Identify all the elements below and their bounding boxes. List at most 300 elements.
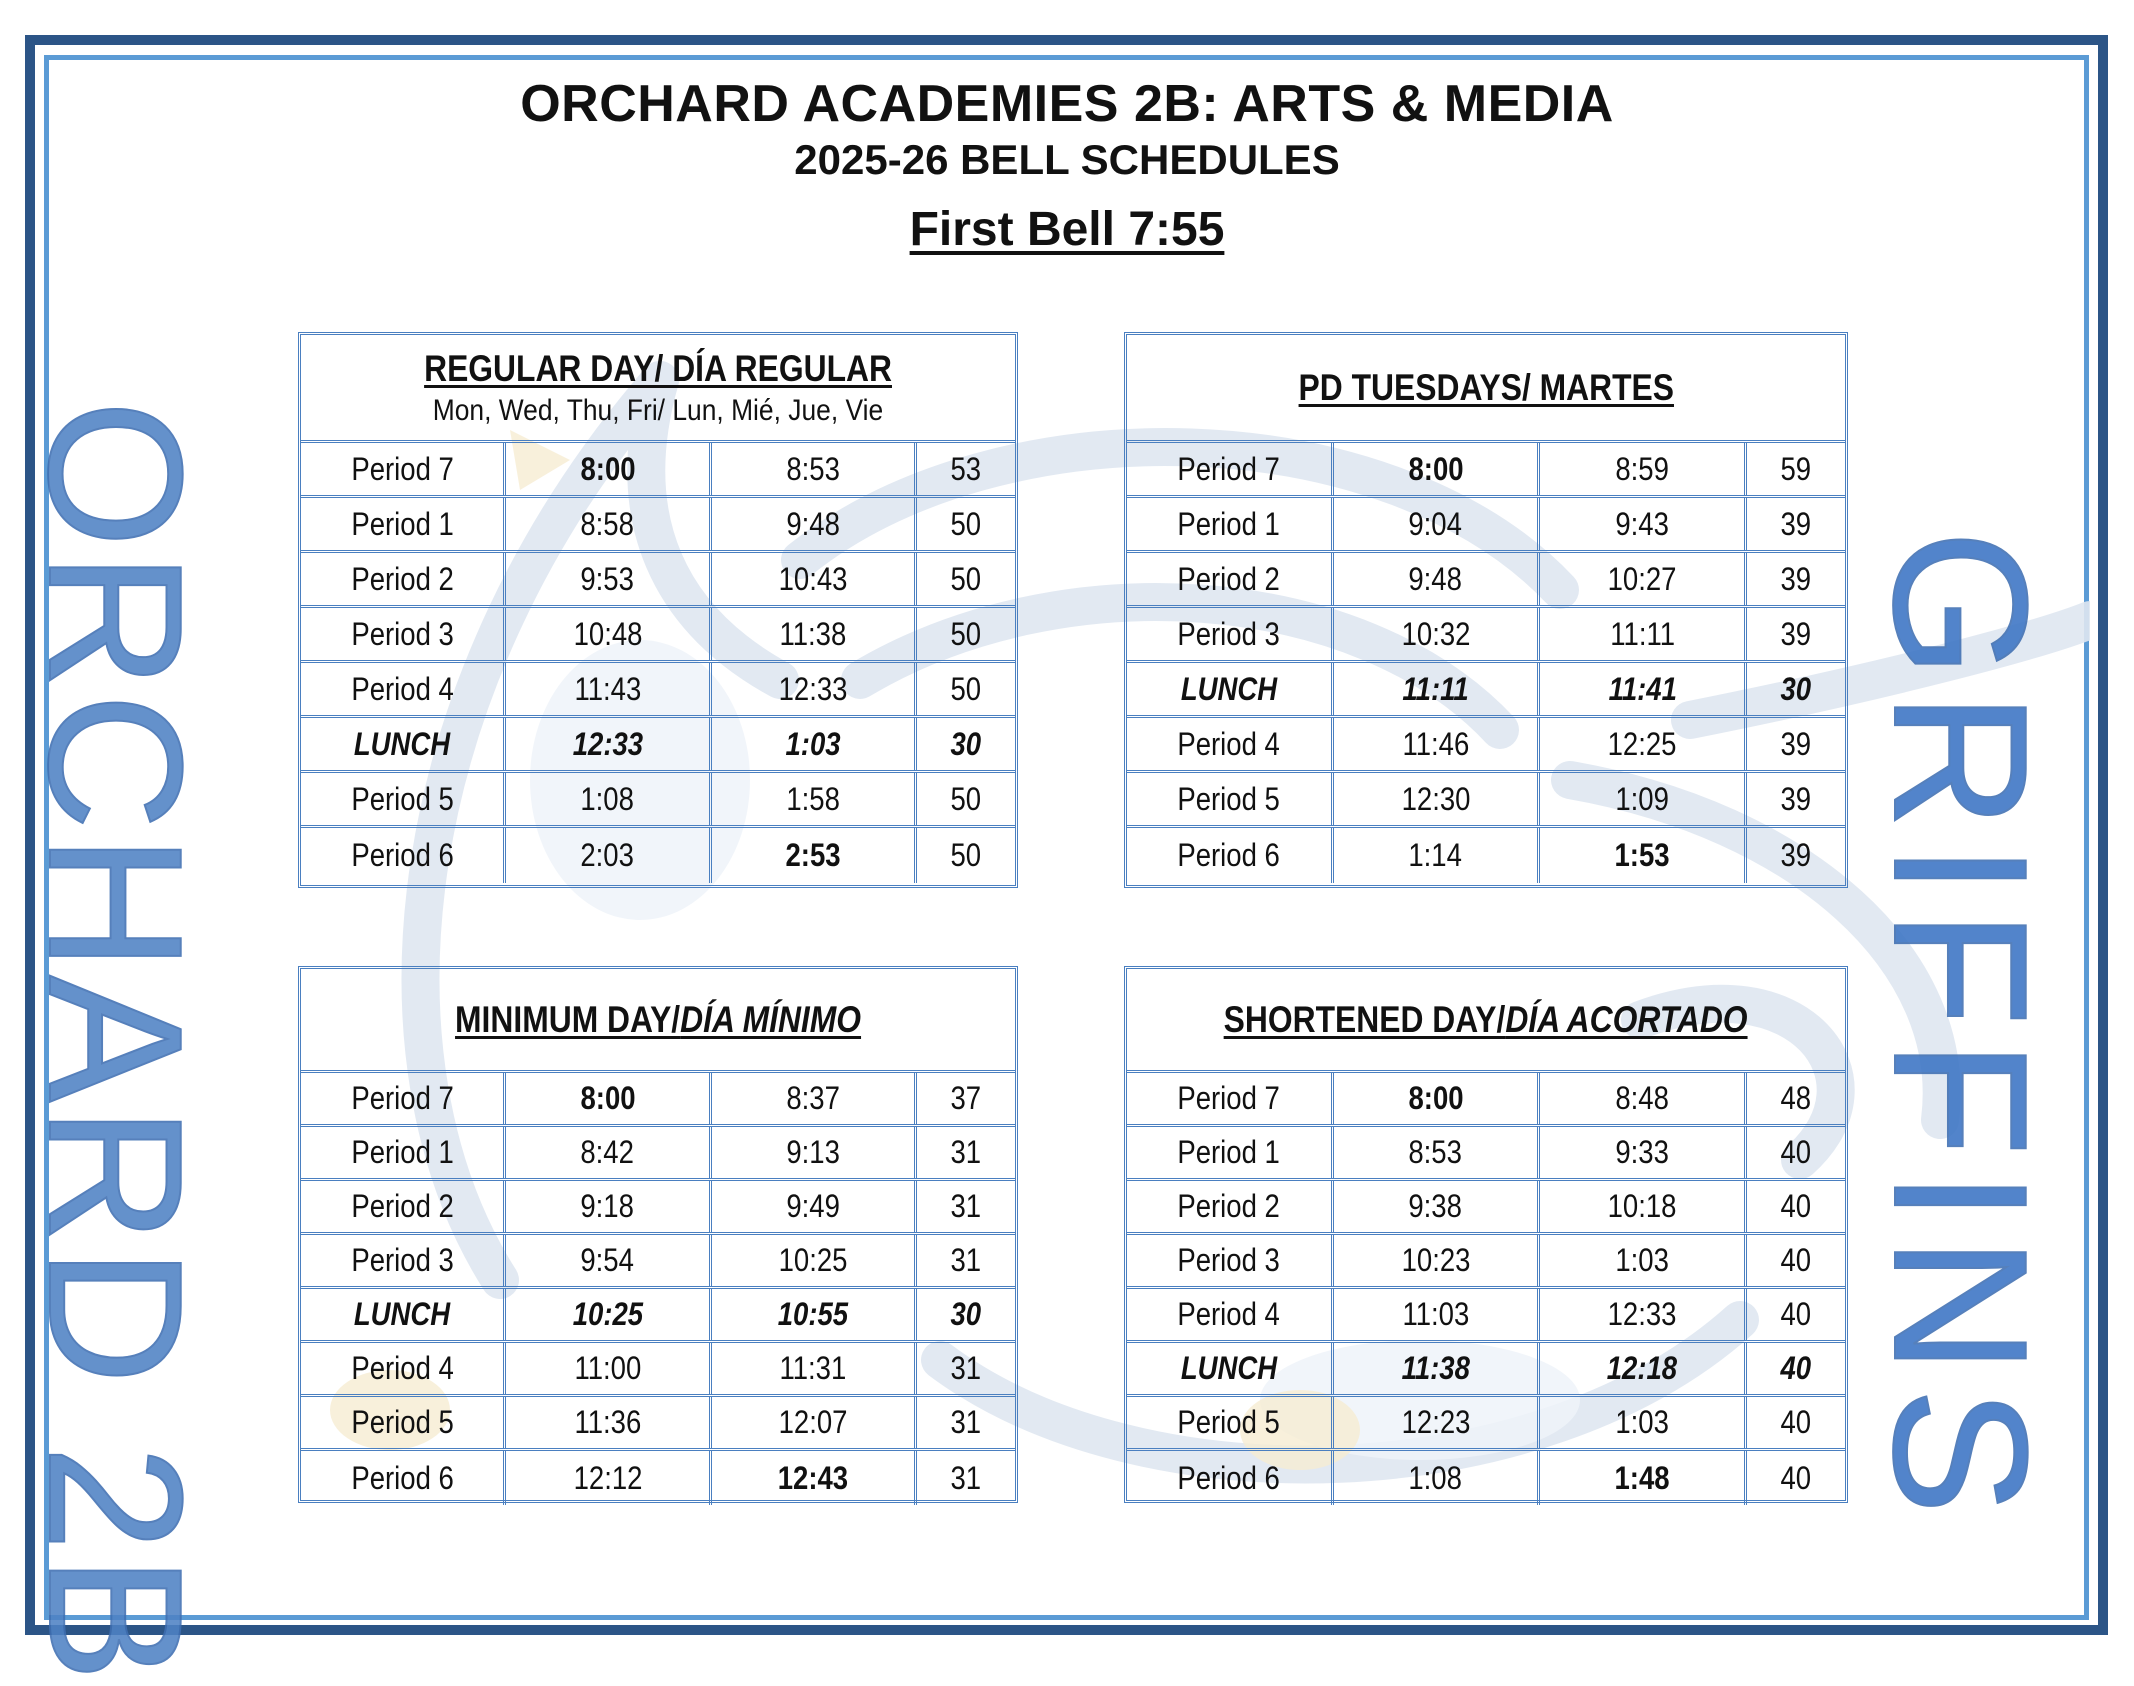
duration-minutes: [917, 663, 1015, 715]
period-label-text: Period 5: [350, 1404, 454, 1440]
start-time-text: 9:04: [1408, 505, 1463, 542]
end-time: [1540, 608, 1747, 660]
schedule-days: Mon, Wed, Thu, Fri/ Lun, Mié, Jue, Vie: [432, 393, 884, 427]
start-time: [506, 663, 711, 715]
period-label: [301, 1397, 506, 1448]
period-row: [301, 443, 1015, 498]
end-time-text: 9:48: [786, 505, 840, 542]
period-label: [1127, 1397, 1334, 1448]
end-time: [1540, 828, 1747, 883]
end-time: [712, 553, 917, 605]
duration-minutes-text: 50: [950, 837, 982, 873]
duration-minutes-text: 30: [1780, 670, 1812, 707]
end-time: [712, 1073, 917, 1124]
start-time: [506, 498, 711, 550]
start-time: [506, 1397, 711, 1448]
start-time-text: 11:03: [1402, 1296, 1469, 1332]
end-time: [712, 773, 917, 825]
end-time: [1540, 1181, 1747, 1232]
period-label-text: Period 7: [350, 450, 454, 487]
duration-minutes: [1747, 1397, 1845, 1448]
period-label-text: Period 3: [1177, 615, 1281, 652]
period-label: [301, 553, 506, 605]
duration-minutes-text: 31: [950, 1404, 982, 1440]
end-time-text: 10:18: [1607, 1188, 1677, 1224]
start-time: [1334, 443, 1541, 495]
start-time: [1334, 718, 1541, 770]
end-time: [712, 1451, 917, 1505]
lunch-row: [1127, 663, 1845, 718]
duration-minutes: [1747, 608, 1845, 660]
period-row: [301, 1397, 1015, 1451]
period-label: [301, 1343, 506, 1394]
start-time-text: 9:48: [1408, 560, 1463, 597]
start-time-text: 10:23: [1401, 1242, 1471, 1278]
period-row: [301, 828, 1015, 883]
start-time-text: 11:36: [574, 1404, 642, 1440]
period-label-text: Period 6: [350, 1459, 454, 1496]
start-time-text: 1:08: [580, 780, 635, 817]
duration-minutes: [917, 1289, 1015, 1340]
duration-minutes: [1747, 1235, 1845, 1286]
period-row: [1127, 1235, 1845, 1289]
start-time: [506, 1289, 711, 1340]
schedule-title-es: DÍA ACORTADO: [1505, 998, 1748, 1040]
start-time: [1334, 828, 1541, 883]
duration-minutes: [917, 1343, 1015, 1394]
end-time-text: 1:53: [1614, 837, 1670, 873]
end-time-text: 1:03: [1615, 1404, 1670, 1440]
start-time: [1334, 1289, 1541, 1340]
duration-minutes-text: 31: [950, 1188, 982, 1224]
page-title: ORCHARD ACADEMIES 2B: ARTS & MEDIA: [520, 75, 1614, 133]
period-label: [1127, 1451, 1334, 1505]
start-time-text: 10:48: [573, 615, 643, 652]
period-row: [301, 773, 1015, 828]
start-time-text: 8:00: [580, 1080, 636, 1116]
period-label-text: Period 5: [1177, 1404, 1281, 1440]
start-time: [506, 828, 711, 883]
start-time-text: 10:32: [1401, 615, 1471, 652]
period-label: [301, 443, 506, 495]
start-time-text: 9:53: [580, 560, 635, 597]
schedule-header: [1127, 969, 1845, 1073]
end-time-text: 1:03: [785, 725, 841, 762]
period-row: [1127, 828, 1845, 883]
minimum-day-schedule: [298, 966, 1018, 1503]
end-time: [712, 1289, 917, 1340]
duration-minutes: [1747, 828, 1845, 883]
period-row: [1127, 608, 1845, 663]
period-label-text: Period 1: [350, 1134, 454, 1170]
start-time: [506, 718, 711, 770]
period-row: [301, 663, 1015, 718]
duration-minutes-text: 40: [1780, 1134, 1812, 1170]
duration-minutes-text: 31: [950, 1350, 982, 1386]
duration-minutes-text: 50: [950, 505, 982, 542]
period-row: [1127, 1073, 1845, 1127]
end-time: [1540, 1289, 1747, 1340]
period-label: [301, 718, 506, 770]
period-row: [1127, 718, 1845, 773]
period-label-text: Period 5: [350, 780, 454, 817]
start-time-text: 12:12: [573, 1459, 643, 1496]
end-time-text: 10:43: [778, 560, 848, 597]
end-time: [1540, 1235, 1747, 1286]
period-row: [301, 1181, 1015, 1235]
start-time: [506, 1451, 711, 1505]
end-time-text: 10:25: [778, 1242, 848, 1278]
period-label-text: Period 4: [1177, 1296, 1281, 1332]
period-label: [301, 608, 506, 660]
end-time: [1540, 1343, 1747, 1394]
start-time: [506, 1343, 711, 1394]
period-row: [301, 1451, 1015, 1505]
end-time: [712, 828, 917, 883]
lunch-row: [301, 718, 1015, 773]
duration-minutes: [917, 498, 1015, 550]
duration-minutes: [1747, 718, 1845, 770]
period-row: [301, 553, 1015, 608]
end-time-text: 12:07: [778, 1404, 848, 1440]
period-label-text: Period 1: [1177, 505, 1281, 542]
shortened-day-schedule: [1124, 966, 1848, 1503]
end-time-text: 8:37: [786, 1080, 840, 1116]
period-label: [301, 663, 506, 715]
duration-minutes-text: 39: [1780, 725, 1812, 762]
end-time: [712, 1127, 917, 1178]
end-time-text: 1:03: [1615, 1242, 1670, 1278]
period-row: [301, 1073, 1015, 1127]
duration-minutes: [1747, 1289, 1845, 1340]
period-label-text: LUNCH: [1180, 1350, 1278, 1386]
schedule-header: [1127, 335, 1845, 443]
start-time-text: 12:33: [572, 725, 643, 762]
start-time: [506, 608, 711, 660]
start-time-text: 8:42: [580, 1134, 635, 1170]
period-label-text: Period 7: [350, 1080, 454, 1116]
end-time: [712, 498, 917, 550]
duration-minutes: [1747, 663, 1845, 715]
start-time: [1334, 608, 1541, 660]
period-label: [1127, 1073, 1334, 1124]
end-time-text: 9:43: [1615, 505, 1670, 542]
start-time-text: 9:38: [1408, 1188, 1463, 1224]
schedule-title: [455, 999, 861, 1041]
period-row: [301, 498, 1015, 553]
duration-minutes: [1747, 498, 1845, 550]
duration-minutes-text: 40: [1780, 1296, 1812, 1332]
start-time: [1334, 1451, 1541, 1505]
period-label: [1127, 1181, 1334, 1232]
start-time-text: 11:43: [574, 670, 642, 707]
duration-minutes-text: 39: [1780, 560, 1812, 597]
period-label: [1127, 773, 1334, 825]
start-time: [1334, 1073, 1541, 1124]
end-time-text: 2:53: [785, 837, 841, 873]
period-row: [301, 1127, 1015, 1181]
end-time-text: 11:38: [779, 615, 847, 652]
start-time-text: 8:00: [580, 450, 636, 487]
duration-minutes-text: 39: [1780, 780, 1812, 817]
period-label-text: Period 5: [1177, 780, 1281, 817]
end-time: [712, 608, 917, 660]
duration-minutes: [917, 443, 1015, 495]
start-time: [506, 1235, 711, 1286]
end-time-text: 1:48: [1614, 1459, 1670, 1496]
start-time: [506, 443, 711, 495]
period-label: [301, 1235, 506, 1286]
end-time: [1540, 1397, 1747, 1448]
end-time-text: 11:11: [1609, 615, 1675, 652]
end-time: [1540, 1451, 1747, 1505]
start-time: [506, 553, 711, 605]
start-time-text: 12:30: [1401, 780, 1471, 817]
duration-minutes: [1747, 773, 1845, 825]
schedule-title-es: DÍA MÍNIMO: [680, 998, 862, 1040]
start-time-text: 1:14: [1408, 837, 1463, 873]
period-label: [1127, 443, 1334, 495]
period-label: [301, 1289, 506, 1340]
period-row: [301, 608, 1015, 663]
end-time: [712, 1397, 917, 1448]
start-time-text: 8:00: [1408, 1080, 1464, 1116]
duration-minutes-text: 31: [950, 1242, 982, 1278]
start-time: [1334, 498, 1541, 550]
duration-minutes: [917, 1235, 1015, 1286]
duration-minutes-text: 37: [950, 1080, 982, 1116]
period-label: [301, 1181, 506, 1232]
side-text-orchard-2b: ORCHARD 2B: [9, 400, 221, 1686]
end-time-text: 8:48: [1615, 1080, 1670, 1116]
lunch-row: [301, 1289, 1015, 1343]
schedule-header: [301, 335, 1015, 443]
end-time-text: 12:33: [778, 670, 848, 707]
schedule-header: [301, 969, 1015, 1073]
start-time-text: 11:38: [1401, 1350, 1470, 1386]
period-row: [1127, 443, 1845, 498]
period-label: [301, 773, 506, 825]
start-time: [1334, 1343, 1541, 1394]
duration-minutes: [917, 1181, 1015, 1232]
start-time-text: 9:54: [580, 1242, 635, 1278]
duration-minutes-text: 30: [950, 725, 982, 762]
period-row: [301, 1235, 1015, 1289]
regular-day-schedule: [298, 332, 1018, 888]
period-label: [301, 1451, 506, 1505]
period-row: [1127, 498, 1845, 553]
end-time: [1540, 773, 1747, 825]
duration-minutes: [1747, 1343, 1845, 1394]
period-row: [1127, 1289, 1845, 1343]
duration-minutes: [1747, 1451, 1845, 1505]
period-label-text: Period 4: [350, 670, 454, 707]
period-row: [1127, 553, 1845, 608]
period-label-text: Period 3: [350, 615, 454, 652]
period-label-text: LUNCH: [354, 1296, 451, 1332]
start-time-text: 8:53: [1408, 1134, 1463, 1170]
end-time-text: 9:49: [786, 1188, 840, 1224]
period-label: [301, 1073, 506, 1124]
duration-minutes: [1747, 1073, 1845, 1124]
period-label-text: Period 6: [350, 837, 454, 873]
period-label: [1127, 1289, 1334, 1340]
duration-minutes-text: 39: [1780, 505, 1812, 542]
period-label-text: Period 4: [350, 1350, 454, 1386]
period-label: [301, 498, 506, 550]
period-row: [301, 1343, 1015, 1397]
period-label: [1127, 663, 1334, 715]
start-time-text: 9:18: [580, 1188, 635, 1224]
start-time: [506, 773, 711, 825]
period-label: [301, 828, 506, 883]
end-time-text: 8:59: [1615, 450, 1670, 487]
end-time: [1540, 663, 1747, 715]
end-time-text: 10:27: [1607, 560, 1677, 597]
start-time: [1334, 553, 1541, 605]
period-row: [1127, 1451, 1845, 1505]
period-label: [1127, 553, 1334, 605]
start-time-text: 11:11: [1402, 670, 1469, 707]
page-subtitle: 2025-26 BELL SCHEDULES: [794, 136, 1340, 183]
start-time-text: 11:00: [574, 1350, 642, 1386]
lunch-row: [1127, 1343, 1845, 1397]
period-label-text: Period 1: [350, 505, 454, 542]
end-time-text: 1:58: [786, 780, 840, 817]
period-label-text: Period 7: [1177, 1080, 1281, 1116]
end-time-text: 8:53: [786, 450, 840, 487]
duration-minutes-text: 40: [1780, 1350, 1812, 1386]
start-time: [1334, 1235, 1541, 1286]
start-time: [1334, 1127, 1541, 1178]
end-time: [712, 663, 917, 715]
duration-minutes: [917, 828, 1015, 883]
duration-minutes: [917, 1073, 1015, 1124]
end-time-text: 10:55: [777, 1296, 849, 1332]
period-label: [1127, 608, 1334, 660]
end-time-text: 9:33: [1615, 1134, 1670, 1170]
period-label: [1127, 1235, 1334, 1286]
duration-minutes: [1747, 1127, 1845, 1178]
period-label-text: Period 6: [1177, 837, 1281, 873]
period-label-text: Period 3: [1177, 1242, 1281, 1278]
duration-minutes-text: 53: [950, 450, 982, 487]
end-time-text: 12:25: [1607, 725, 1677, 762]
period-label: [1127, 1343, 1334, 1394]
end-time: [712, 1181, 917, 1232]
duration-minutes: [917, 1127, 1015, 1178]
pd-tuesdays-schedule: [1124, 332, 1848, 888]
period-label-text: Period 1: [1177, 1134, 1281, 1170]
schedule-title-en: MINIMUM DAY/: [454, 998, 681, 1040]
period-label: [1127, 718, 1334, 770]
duration-minutes-text: 50: [950, 615, 982, 652]
duration-minutes-text: 50: [950, 560, 982, 597]
period-label-text: LUNCH: [354, 725, 451, 762]
start-time: [506, 1127, 711, 1178]
schedule-title: [1224, 999, 1748, 1041]
end-time-text: 1:09: [1615, 780, 1670, 817]
end-time: [712, 1343, 917, 1394]
duration-minutes-text: 59: [1780, 450, 1812, 487]
end-time-text: 12:43: [777, 1459, 849, 1496]
period-label-text: Period 3: [350, 1242, 454, 1278]
duration-minutes-text: 50: [950, 780, 982, 817]
duration-minutes-text: 40: [1780, 1242, 1812, 1278]
duration-minutes: [917, 1397, 1015, 1448]
start-time: [1334, 773, 1541, 825]
schedule-title-en: SHORTENED DAY/: [1224, 998, 1506, 1040]
duration-minutes: [917, 718, 1015, 770]
end-time-text: 12:18: [1607, 1350, 1678, 1386]
period-row: [1127, 1127, 1845, 1181]
duration-minutes-text: 39: [1780, 615, 1812, 652]
duration-minutes-text: 40: [1780, 1404, 1812, 1440]
period-label-text: Period 2: [350, 1188, 454, 1224]
start-time-text: 2:03: [580, 837, 635, 873]
start-time-text: 10:25: [572, 1296, 643, 1332]
period-label-text: LUNCH: [1180, 670, 1278, 707]
duration-minutes: [917, 1451, 1015, 1505]
duration-minutes: [917, 553, 1015, 605]
side-text-griffins: GRIFFINS: [1854, 530, 2066, 1529]
start-time: [506, 1181, 711, 1232]
duration-minutes: [1747, 443, 1845, 495]
start-time-text: 8:00: [1408, 450, 1464, 487]
start-time: [506, 1073, 711, 1124]
period-row: [1127, 773, 1845, 828]
period-label-text: Period 2: [1177, 1188, 1281, 1224]
first-bell-label: First Bell 7:55: [909, 203, 1225, 256]
duration-minutes-text: 40: [1780, 1188, 1812, 1224]
end-time: [1540, 718, 1747, 770]
end-time: [1540, 1073, 1747, 1124]
duration-minutes: [1747, 1181, 1845, 1232]
duration-minutes-text: 39: [1780, 837, 1812, 873]
end-time: [712, 1235, 917, 1286]
period-label: [301, 1127, 506, 1178]
duration-minutes: [917, 773, 1015, 825]
schedule-title: PD TUESDAYS/ MARTES: [1298, 366, 1674, 408]
period-label-text: Period 7: [1177, 450, 1281, 487]
end-time-text: 12:33: [1607, 1296, 1677, 1332]
duration-minutes-text: 50: [950, 670, 982, 707]
duration-minutes-text: 30: [950, 1296, 982, 1332]
start-time: [1334, 1397, 1541, 1448]
period-label-text: Period 2: [1177, 560, 1281, 597]
period-label-text: Period 2: [350, 560, 454, 597]
end-time: [1540, 498, 1747, 550]
period-row: [1127, 1181, 1845, 1235]
end-time: [1540, 553, 1747, 605]
schedule-title: REGULAR DAY/ DÍA REGULAR: [424, 347, 892, 389]
duration-minutes-text: 31: [950, 1459, 982, 1496]
period-label-text: Period 4: [1177, 725, 1281, 762]
start-time: [1334, 663, 1541, 715]
period-label: [1127, 828, 1334, 883]
duration-minutes-text: 48: [1780, 1080, 1812, 1116]
end-time-text: 11:41: [1608, 670, 1677, 707]
start-time-text: 8:58: [580, 505, 635, 542]
end-time: [712, 718, 917, 770]
duration-minutes-text: 31: [950, 1134, 982, 1170]
period-label: [1127, 498, 1334, 550]
period-label: [1127, 1127, 1334, 1178]
start-time-text: 12:23: [1401, 1404, 1471, 1440]
end-time-text: 11:31: [779, 1350, 847, 1386]
end-time-text: 9:13: [786, 1134, 840, 1170]
start-time: [1334, 1181, 1541, 1232]
